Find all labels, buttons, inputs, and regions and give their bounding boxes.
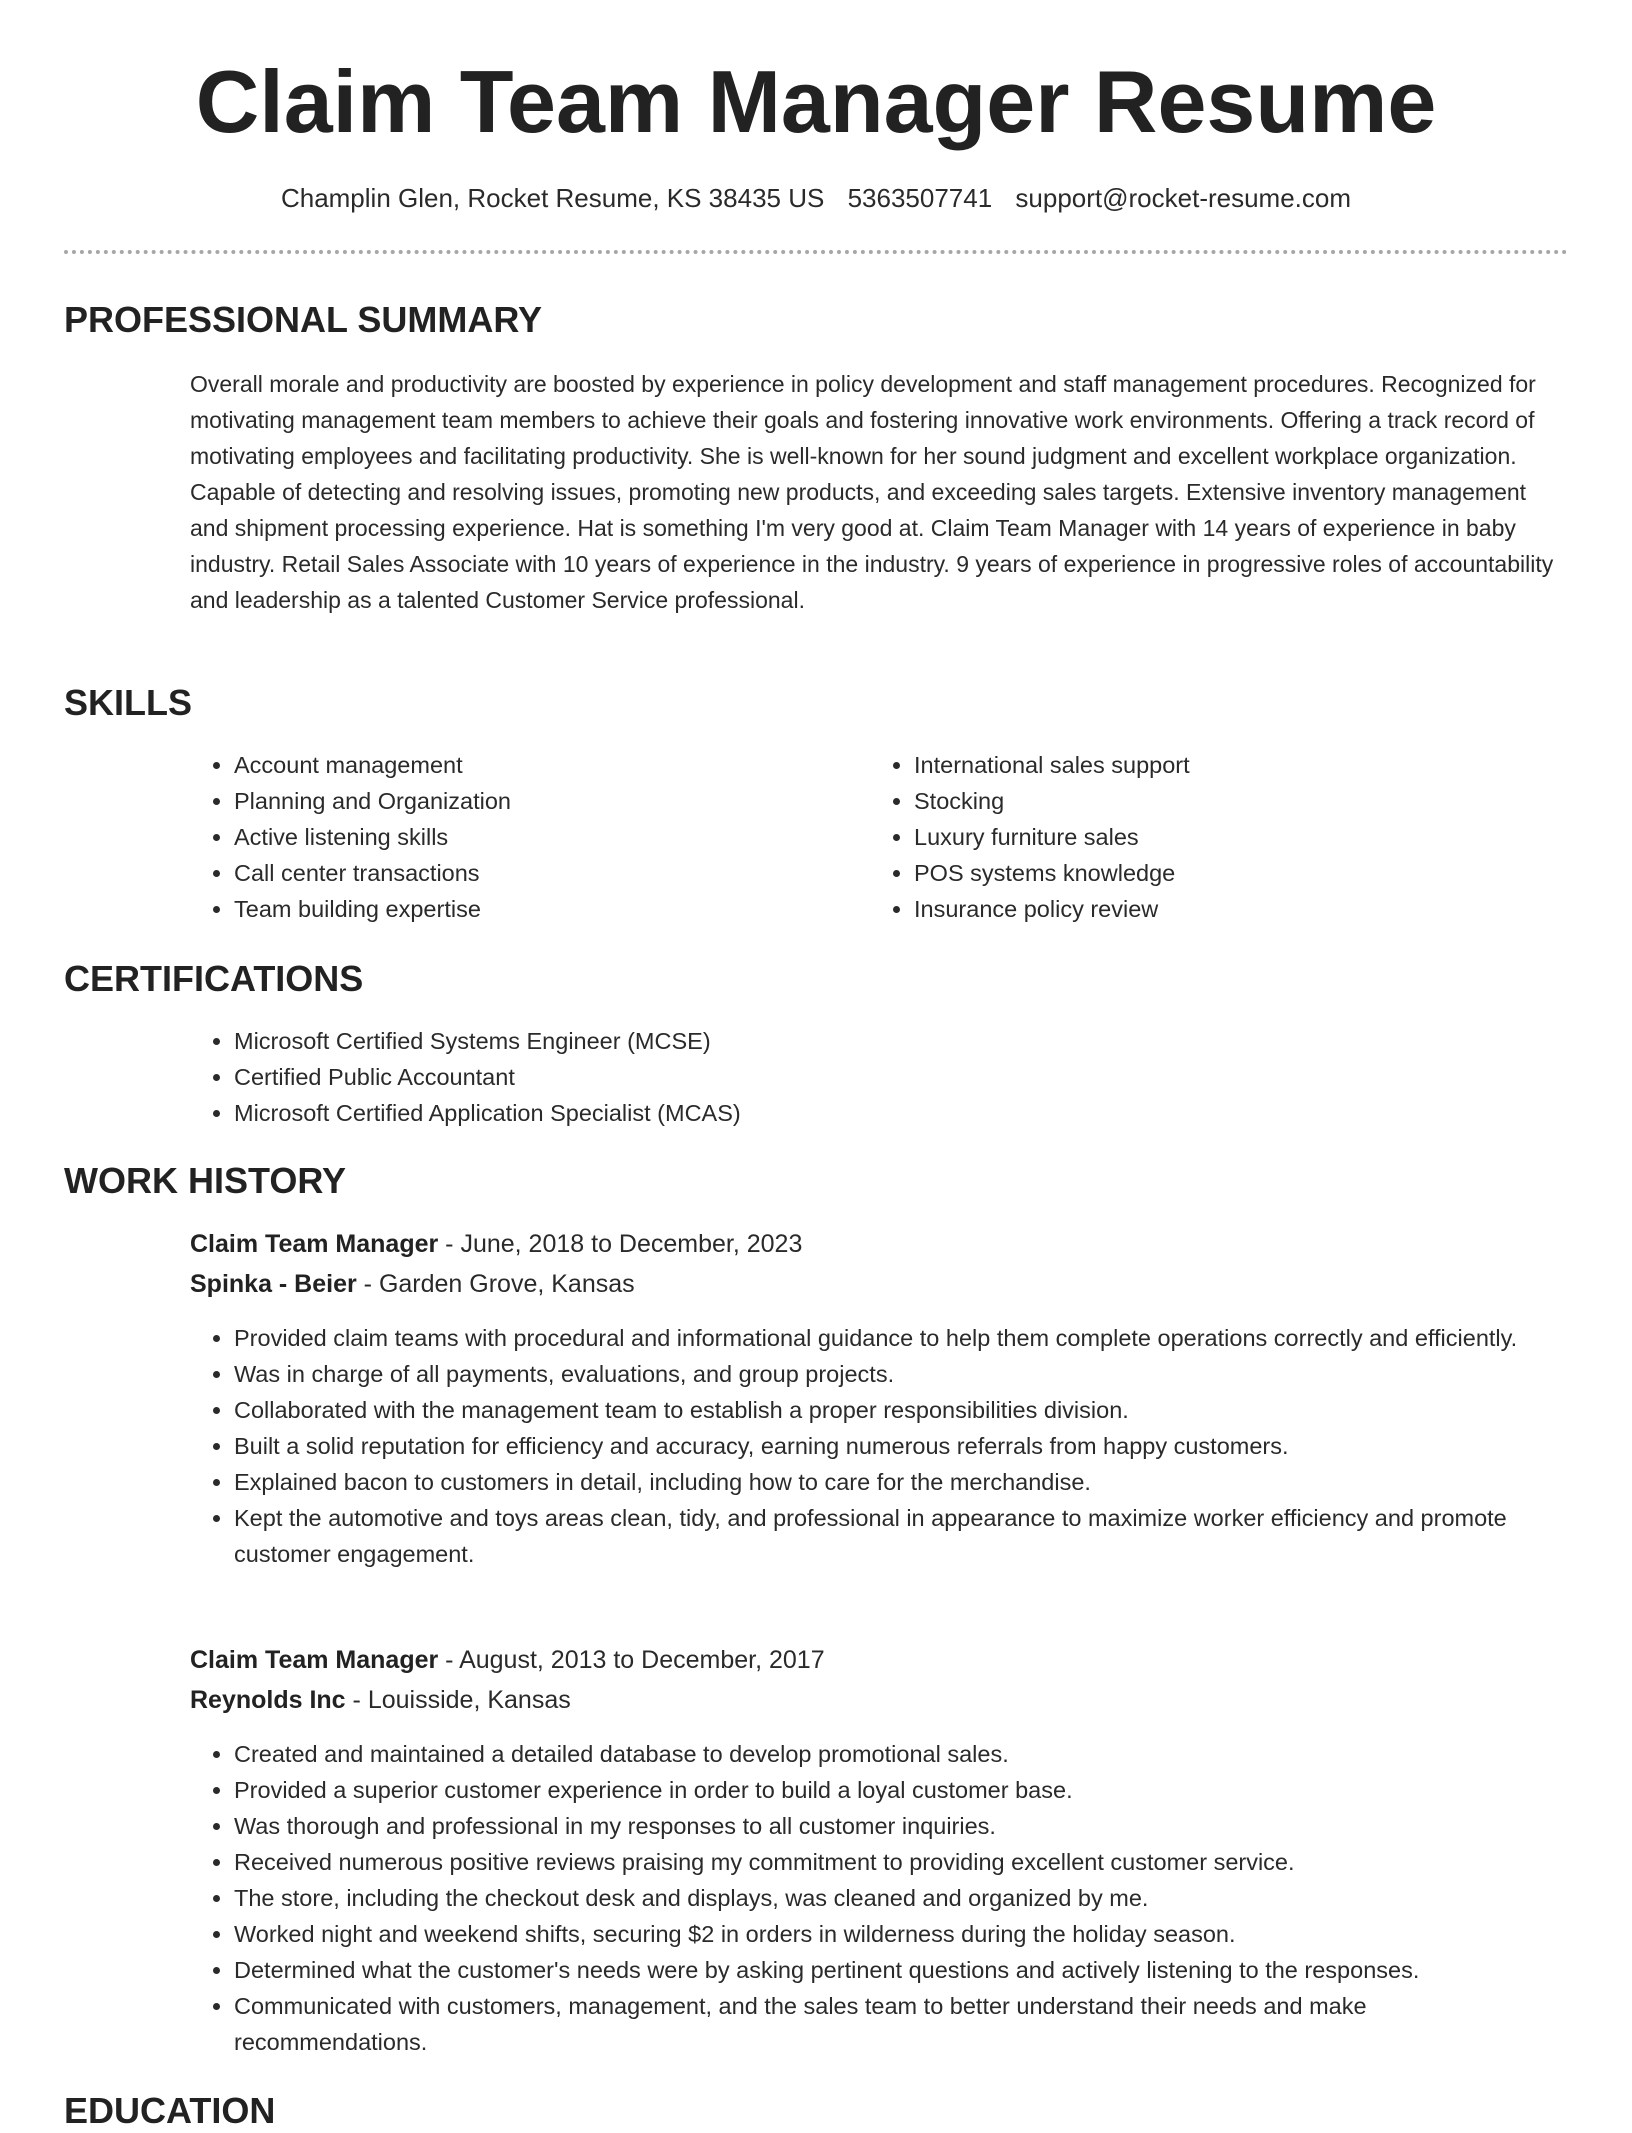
job-dates: August, 2013 to December, 2017 bbox=[459, 1646, 825, 1674]
section-title-certifications: CERTIFICATIONS bbox=[64, 958, 364, 999]
skill-item: • Luxury furniture sales bbox=[914, 819, 1490, 855]
section-title-skills: SKILLS bbox=[64, 682, 193, 723]
job-title: Claim Team Manager bbox=[190, 1230, 439, 1258]
job-title-line: Claim Team Manager - August, 2013 to December, 2017 bbox=[190, 1646, 825, 1674]
skill-item: • Team building expertise bbox=[234, 891, 810, 927]
skill-item: • Active listening skills bbox=[234, 819, 810, 855]
job-company-line: Reynolds Inc - Louisside, Kansas bbox=[190, 1686, 571, 1714]
skill-item: • Account management bbox=[234, 747, 810, 783]
job-title-line: Claim Team Manager - June, 2018 to December, 2023 bbox=[190, 1230, 803, 1258]
job-bullet: • Built a solid reputation for efficiency and accuracy, earning numerous referrals from happy customers. bbox=[234, 1428, 1555, 1464]
job-bullet: • Explained bacon to customers in detail, including how to care for the merchandise. bbox=[234, 1464, 1555, 1500]
resume-title: Claim Team Manager Resume bbox=[195, 52, 1437, 151]
job-bullet: • The store, including the checkout desk and displays, was cleaned and organized by me. bbox=[234, 1880, 1555, 1916]
job-bullet: • Kept the automotive and toys areas clean, tidy, and professional in appearance to maximize worker efficiency and promote customer engagement. bbox=[234, 1500, 1555, 1572]
job-company-line: Spinka - Beier - Garden Grove, Kansas bbox=[190, 1270, 635, 1298]
certifications-list bbox=[190, 1023, 1190, 1131]
job-bullet: • Provided claim teams with procedural and informational guidance to help them complete operations correctly and efficiently. bbox=[234, 1320, 1555, 1356]
contact-email: support@rocket-resume.com bbox=[1015, 183, 1352, 213]
contact-phone: 5363507741 bbox=[847, 183, 993, 213]
skills-column-left bbox=[190, 747, 810, 927]
job-company: Spinka - Beier bbox=[190, 1270, 357, 1298]
job-bullet: • Was in charge of all payments, evaluations, and group projects. bbox=[234, 1356, 1555, 1392]
job-bullets bbox=[190, 1320, 1555, 1572]
job-bullet: • Worked night and weekend shifts, securing $2 in orders in wilderness during the holiday season. bbox=[234, 1916, 1555, 1952]
section-title-summary: PROFESSIONAL SUMMARY bbox=[64, 299, 543, 340]
section-title-education: EDUCATION bbox=[64, 2090, 276, 2131]
job-company: Reynolds Inc bbox=[190, 1686, 346, 1714]
job-bullet: • Collaborated with the management team to establish a proper responsibilities division. bbox=[234, 1392, 1555, 1428]
contact-line bbox=[0, 180, 1632, 216]
header-divider bbox=[64, 250, 1568, 254]
job-location: Louisside, Kansas bbox=[367, 1686, 571, 1714]
job-bullet: • Received numerous positive reviews praising my commitment to providing excellent customer service. bbox=[234, 1844, 1555, 1880]
job-bullet: • Created and maintained a detailed database to develop promotional sales. bbox=[234, 1736, 1555, 1772]
skills-column-right bbox=[870, 747, 1490, 927]
contact-address: Champlin Glen, Rocket Resume, KS 38435 US bbox=[280, 183, 825, 213]
job-bullet: • Was thorough and professional in my responses to all customer inquiries. bbox=[234, 1808, 1555, 1844]
skill-item: • POS systems knowledge bbox=[914, 855, 1490, 891]
job-bullets bbox=[190, 1736, 1555, 2060]
certification-item: • Microsoft Certified Systems Engineer (MCSE) bbox=[234, 1023, 1190, 1059]
section-title-work-history: WORK HISTORY bbox=[64, 1160, 347, 1201]
skill-item: • Planning and Organization bbox=[234, 783, 810, 819]
certification-item: • Microsoft Certified Application Specialist (MCAS) bbox=[234, 1095, 1190, 1131]
job-bullet: • Communicated with customers, management, and the sales team to better understand their needs and make recommendations. bbox=[234, 1988, 1555, 2060]
summary-text: Overall morale and productivity are boosted by experience in policy development and staff management procedures. Recognized for motivating management team members to achieve their goals and fostering innovative work environments. Offering a track record of motivating employees and facilitating productivity. She is well-known for her sound judgment and excellent workplace organization. Capable of detecting and resolving issues, promoting new products, and exceeding sales targets. Extensive inventory management and shipment processing experience. Hat is something I'm very good at. Claim Team Manager with 14 years of experience in baby industry. Retail Sales Associate with 10 years of experience in the industry. 9 years of experience in progressive roles of accountability and leadership as a talented Customer Service professional. bbox=[190, 371, 1554, 613]
job-location: Garden Grove, Kansas bbox=[378, 1270, 635, 1298]
skill-item: • Insurance policy review bbox=[914, 891, 1490, 927]
certification-item: • Certified Public Accountant bbox=[234, 1059, 1190, 1095]
job-bullet: • Provided a superior customer experience in order to build a loyal customer base. bbox=[234, 1772, 1555, 1808]
job-dates: June, 2018 to December, 2023 bbox=[460, 1230, 803, 1258]
job-bullet: • Determined what the customer's needs were by asking pertinent questions and actively listening to the responses. bbox=[234, 1952, 1555, 1988]
skill-item: • International sales support bbox=[914, 747, 1490, 783]
skill-item: • Stocking bbox=[914, 783, 1490, 819]
job-title: Claim Team Manager bbox=[190, 1646, 439, 1674]
skill-item: • Call center transactions bbox=[234, 855, 810, 891]
